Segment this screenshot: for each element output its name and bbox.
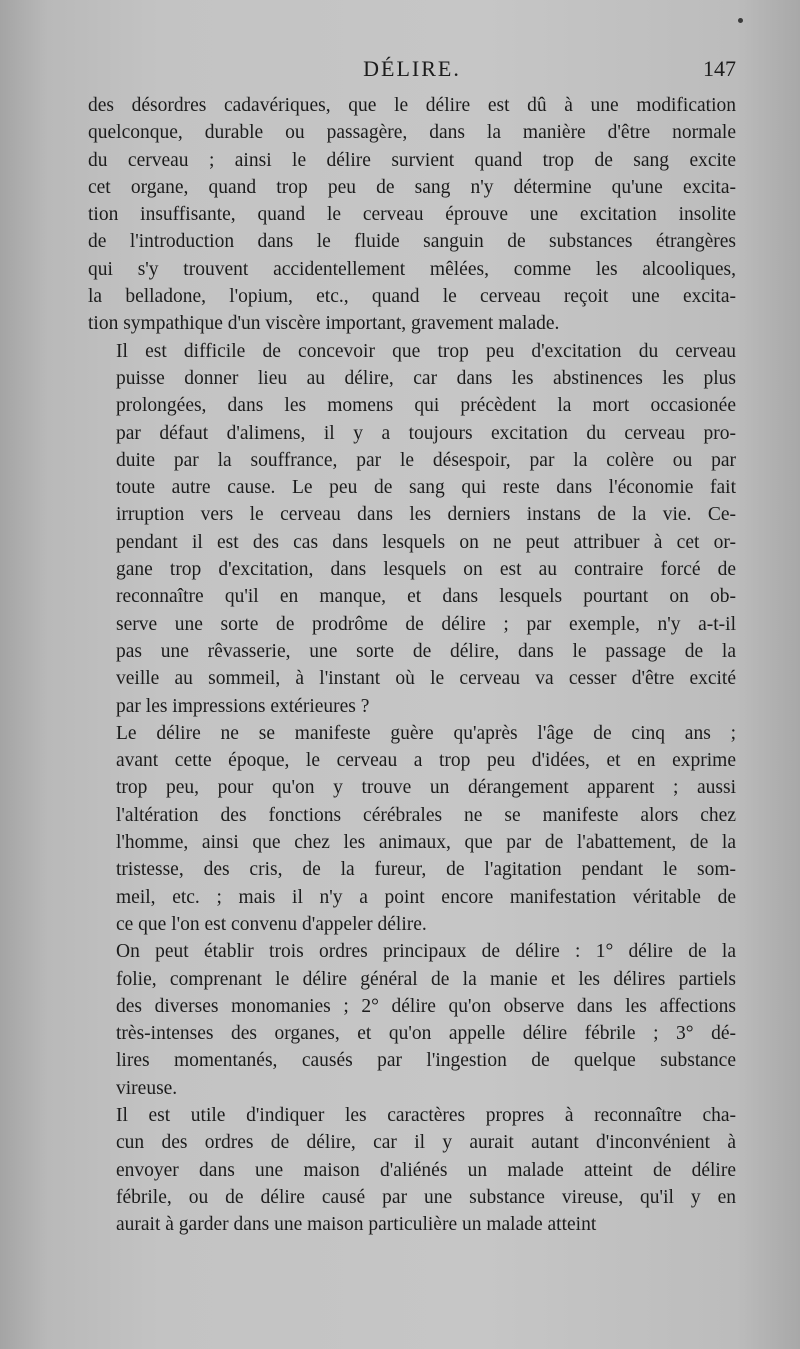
text-line: Il est difficile de concevoir que trop peu d'excitation du cerveau [116,340,736,362]
text-line: veille au sommeil, à l'instant où le cerveau va cesser d'être excité [116,668,736,690]
text-line: l'homme, ainsi que chez les animaux, que par de l'abattement, de la [116,832,736,854]
text-line: gane trop d'excitation, dans lesquels on est au contraire forcé de [116,559,736,581]
text-line: vireuse. [116,1077,178,1099]
text-line: meil, etc. ; mais il n'y a point encore manifestation véritable de [116,886,736,908]
text-line: lires momentanés, causés par l'ingestion de quelque substance [116,1050,736,1072]
text-line: duite par la souffrance, par le désespoir, par la colère ou par [116,449,736,471]
text-line: fébrile, ou de délire causé par une substance vireuse, qu'il y en [116,1186,736,1208]
text-line: cet organe, quand trop peu de sang n'y détermine qu'une excita- [88,176,736,198]
text-line: tion sympathique d'un viscère important, gravement malade. [88,313,560,335]
text-line: Le délire ne se manifeste guère qu'après l'âge de cinq ans ; [116,722,736,744]
paragraph [88,338,736,720]
running-head: DÉLIRE. [363,56,461,81]
book-page [88,56,736,1238]
text-line: cun des ordres de délire, car il y aurait autant d'inconvénient à [116,1132,736,1154]
text-line: ce que l'on est convenu d'appeler délire. [116,913,427,935]
text-line: du cerveau ; ainsi le délire survient quand trop de sang excite [88,149,736,171]
text-line: très-intenses des organes, et qu'on appelle délire fébrile ; 3° dé- [116,1023,736,1045]
text-line: pendant il est des cas dans lesquels on ne peut attribuer à cet or- [116,531,736,553]
text-line: quelconque, durable ou passagère, dans la manière d'être normale [88,122,736,144]
paragraph [88,92,736,338]
text-line: tristesse, des cris, de la fureur, de l'agitation pendant le som- [116,859,736,881]
text-line: toute autre cause. Le peu de sang qui reste dans l'économie fait [116,477,736,499]
text-line: folie, comprenant le délire général de la manie et les délires partiels [116,968,736,990]
text-line: prolongées, dans les momens qui précèdent la mort occasionée [116,395,736,417]
text-line: la belladone, l'opium, etc., quand le cerveau reçoit une excita- [88,286,736,308]
paragraph [88,1102,736,1238]
text-line: des diverses monomanies ; 2° délire qu'on observe dans les affections [116,995,736,1017]
text-line: avant cette époque, le cerveau a trop peu d'idées, et en exprime [116,750,736,772]
text-line: envoyer dans une maison d'aliénés un malade atteint de délire [116,1159,736,1181]
text-line: serve une sorte de prodrôme de délire ; par exemple, n'y a-t-il [116,613,736,635]
ink-speck [738,18,743,23]
text-line: par les impressions extérieures ? [116,695,370,717]
text-line: On peut établir trois ordres principaux de délire : 1° délire de la [116,941,736,963]
text-line: puisse donner lieu au délire, car dans les abstinences les plus [116,367,736,389]
text-line: par défaut d'alimens, il y a toujours excitation du cerveau pro- [116,422,736,444]
text-line: l'altération des fonctions cérébrales ne se manifeste alors chez [116,804,736,826]
text-line: pas une rêvasserie, une sorte de délire, dans le passage de la [116,640,736,662]
text-line: trop peu, pour qu'on y trouve un dérangement apparent ; aussi [116,777,736,799]
text-line: tion insuffisante, quand le cerveau éprouve une excitation insolite [88,204,736,226]
body-text [88,92,736,1238]
text-line: reconnaître qu'il en manque, et dans lesquels pourtant on ob- [116,586,736,608]
text-line: aurait à garder dans une maison particulière un malade atteint [116,1214,597,1236]
page-number: 147 [703,56,736,81]
paragraph [88,938,736,1102]
text-line: irruption vers le cerveau dans les derniers instans de la vie. Ce- [116,504,736,526]
text-line: Il est utile d'indiquer les caractères propres à reconnaître cha- [116,1104,736,1126]
paragraph [88,720,736,938]
text-line: de l'introduction dans le fluide sanguin de substances étrangères [88,231,736,253]
text-line: des désordres cadavériques, que le délire est dû à une modification [88,95,736,116]
text-line: qui s'y trouvent accidentellement mêlées, comme les alcooliques, [88,258,736,280]
page-header [88,56,736,90]
